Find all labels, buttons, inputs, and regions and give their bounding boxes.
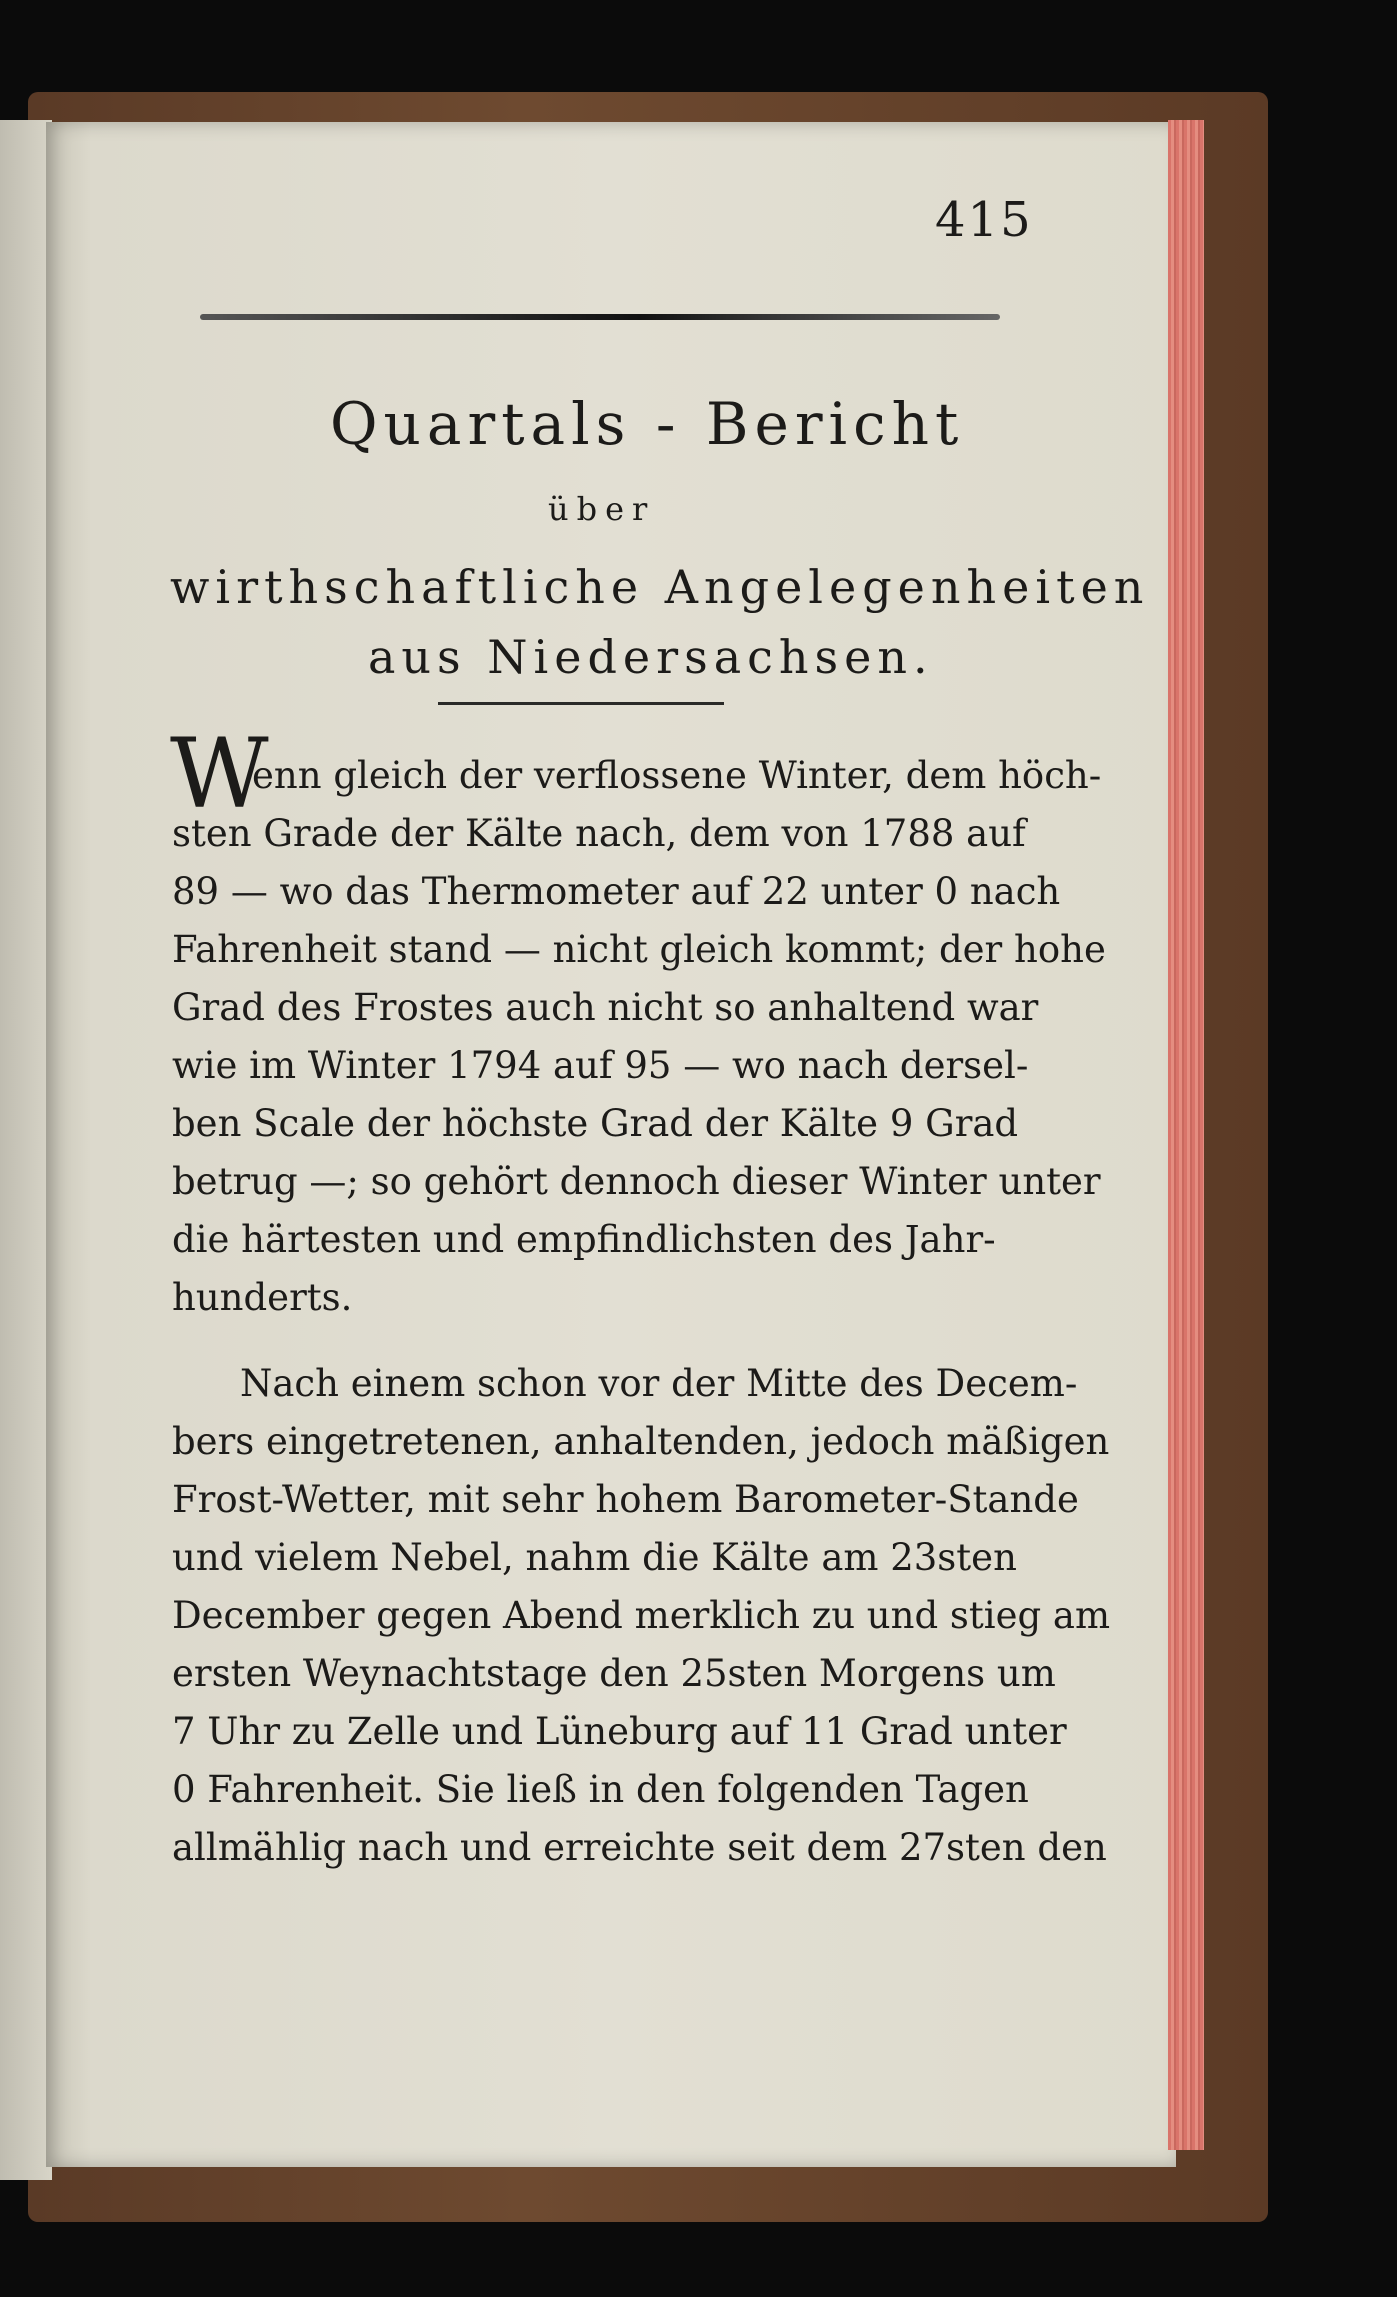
text-line: Fahrenheit stand — nicht gleich kommt; der hohe (172, 928, 1106, 971)
text-line: enn gleich der verflossene Winter, dem höch- (252, 754, 1102, 797)
text-line: Grad des Frostes auch nicht so anhaltend war (172, 986, 1039, 1029)
title-line-2: über (548, 490, 656, 528)
text-line: hunderts. (172, 1276, 353, 1319)
previous-page (0, 120, 52, 2180)
header-rule (200, 314, 1000, 320)
text-line: ben Scale der höchste Grad der Kälte 9 Grad (172, 1102, 1019, 1145)
title-rule (438, 702, 724, 705)
text-line: ersten Weynachtstage den 25sten Morgens um (172, 1652, 1056, 1695)
text-line: und vielem Nebel, nahm die Kälte am 23sten (172, 1536, 1017, 1579)
text-line: December gegen Abend merklich zu und stieg am (172, 1594, 1111, 1637)
title-line-4: aus Niedersachsen. (368, 630, 934, 684)
text-line: 0 Fahrenheit. Sie ließ in den folgenden Tagen (172, 1768, 1029, 1811)
title-line-1: Quartals - Bericht (330, 390, 965, 458)
text-line: sten Grade der Kälte nach, dem von 1788 auf (172, 812, 1026, 855)
page-number: 415 (935, 192, 1033, 248)
text-line: allmählig nach und erreichte seit dem 27sten den (172, 1826, 1107, 1869)
text-line: wie im Winter 1794 auf 95 — wo nach dersel- (172, 1044, 1029, 1087)
page-edge (1168, 120, 1204, 2150)
text-line: betrug —; so gehört dennoch dieser Winter unter (172, 1160, 1101, 1203)
drop-cap: W (170, 718, 269, 830)
text-line: Nach einem schon vor der Mitte des Decem- (240, 1362, 1078, 1405)
text-line: Frost-Wetter, mit sehr hohem Barometer-Stande (172, 1478, 1079, 1521)
text-line: 7 Uhr zu Zelle und Lüneburg auf 11 Grad unter (172, 1710, 1067, 1753)
title-line-3: wirthschaftliche Angelegenheiten (170, 560, 1150, 614)
text-line: 89 — wo das Thermometer auf 22 unter 0 nach (172, 870, 1061, 913)
text-line: bers eingetretenen, anhaltenden, jedoch mäßigen (172, 1420, 1110, 1463)
text-line: die härtesten und empfindlichsten des Jahr- (172, 1218, 996, 1261)
